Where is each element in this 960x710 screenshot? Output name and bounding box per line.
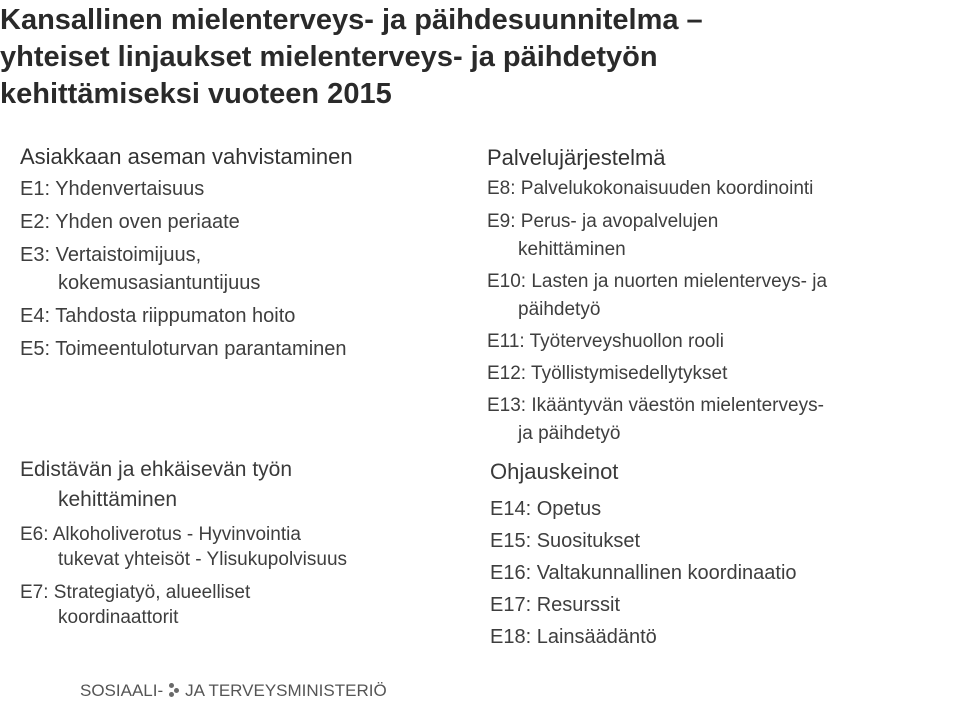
- list-item: E6: Alkoholiverotus - Hyvinvointia tukevat yhteisöt - Ylisukupolvisuus: [20, 524, 348, 570]
- section-heading-edistava-tyo: Edistävän ja ehkäisevän työn kehittäminen: [20, 458, 293, 511]
- section-heading-palvelujarjestelma: Palvelujärjestelmä: [487, 145, 666, 170]
- slide-title: [0, 2, 940, 113]
- section-heading-asiakkaan-asema: Asiakkaan aseman vahvistaminen: [20, 144, 353, 169]
- list-item: E3: Vertaistoimijuus, kokemusasiantuntijuus: [20, 244, 261, 294]
- list-item: E18: Lainsäädäntö: [490, 626, 657, 648]
- title-line: kehittämiseksi vuoteen 2015: [0, 78, 392, 110]
- list-item: E16: Valtakunnallinen koordinaatio: [490, 562, 797, 584]
- list-item: E11: Työterveyshuollon rooli: [487, 331, 724, 352]
- list-item: E7: Strategiatyö, alueelliset koordinaattorit: [20, 582, 251, 628]
- list-item: E15: Suositukset: [490, 530, 641, 552]
- list-item: E8: Palvelukokonaisuuden koordinointi: [487, 178, 814, 199]
- logo-text-right: JA TERVEYSMINISTERIÖ: [185, 681, 387, 700]
- ministry-mark-icon: [169, 683, 179, 697]
- list-item: E10: Lasten ja nuorten mielenterveys- ja päihdetyö: [487, 271, 828, 320]
- list-item: E13: Ikääntyvän väestön mielenterveys- ja päihdetyö: [487, 395, 824, 444]
- list-item: E2: Yhden oven periaate: [20, 211, 240, 233]
- list-item: E5: Toimeentuloturvan parantaminen: [20, 338, 347, 360]
- logo-text-left: SOSIAALI-: [80, 681, 164, 700]
- title-line: Kansallinen mielenterveys- ja päihdesuunnitelma –: [0, 4, 703, 36]
- title-line: yhteiset linjaukset mielenterveys- ja päihdetyön: [0, 41, 658, 73]
- list-item: E17: Resurssit: [490, 594, 621, 616]
- list-item: E1: Yhdenvertaisuus: [20, 178, 205, 200]
- left-column: [20, 142, 460, 630]
- right-column: [487, 143, 947, 651]
- list-item: E4: Tahdosta riippumaton hoito: [20, 305, 296, 327]
- list-item: E14: Opetus: [490, 498, 602, 520]
- section-heading-ohjauskeinot: Ohjauskeinot: [490, 459, 619, 484]
- ministry-logo: [80, 681, 387, 701]
- list-item: E12: Työllistymisedellytykset: [487, 363, 728, 384]
- list-item: E9: Perus- ja avopalvelujen kehittäminen: [487, 211, 719, 260]
